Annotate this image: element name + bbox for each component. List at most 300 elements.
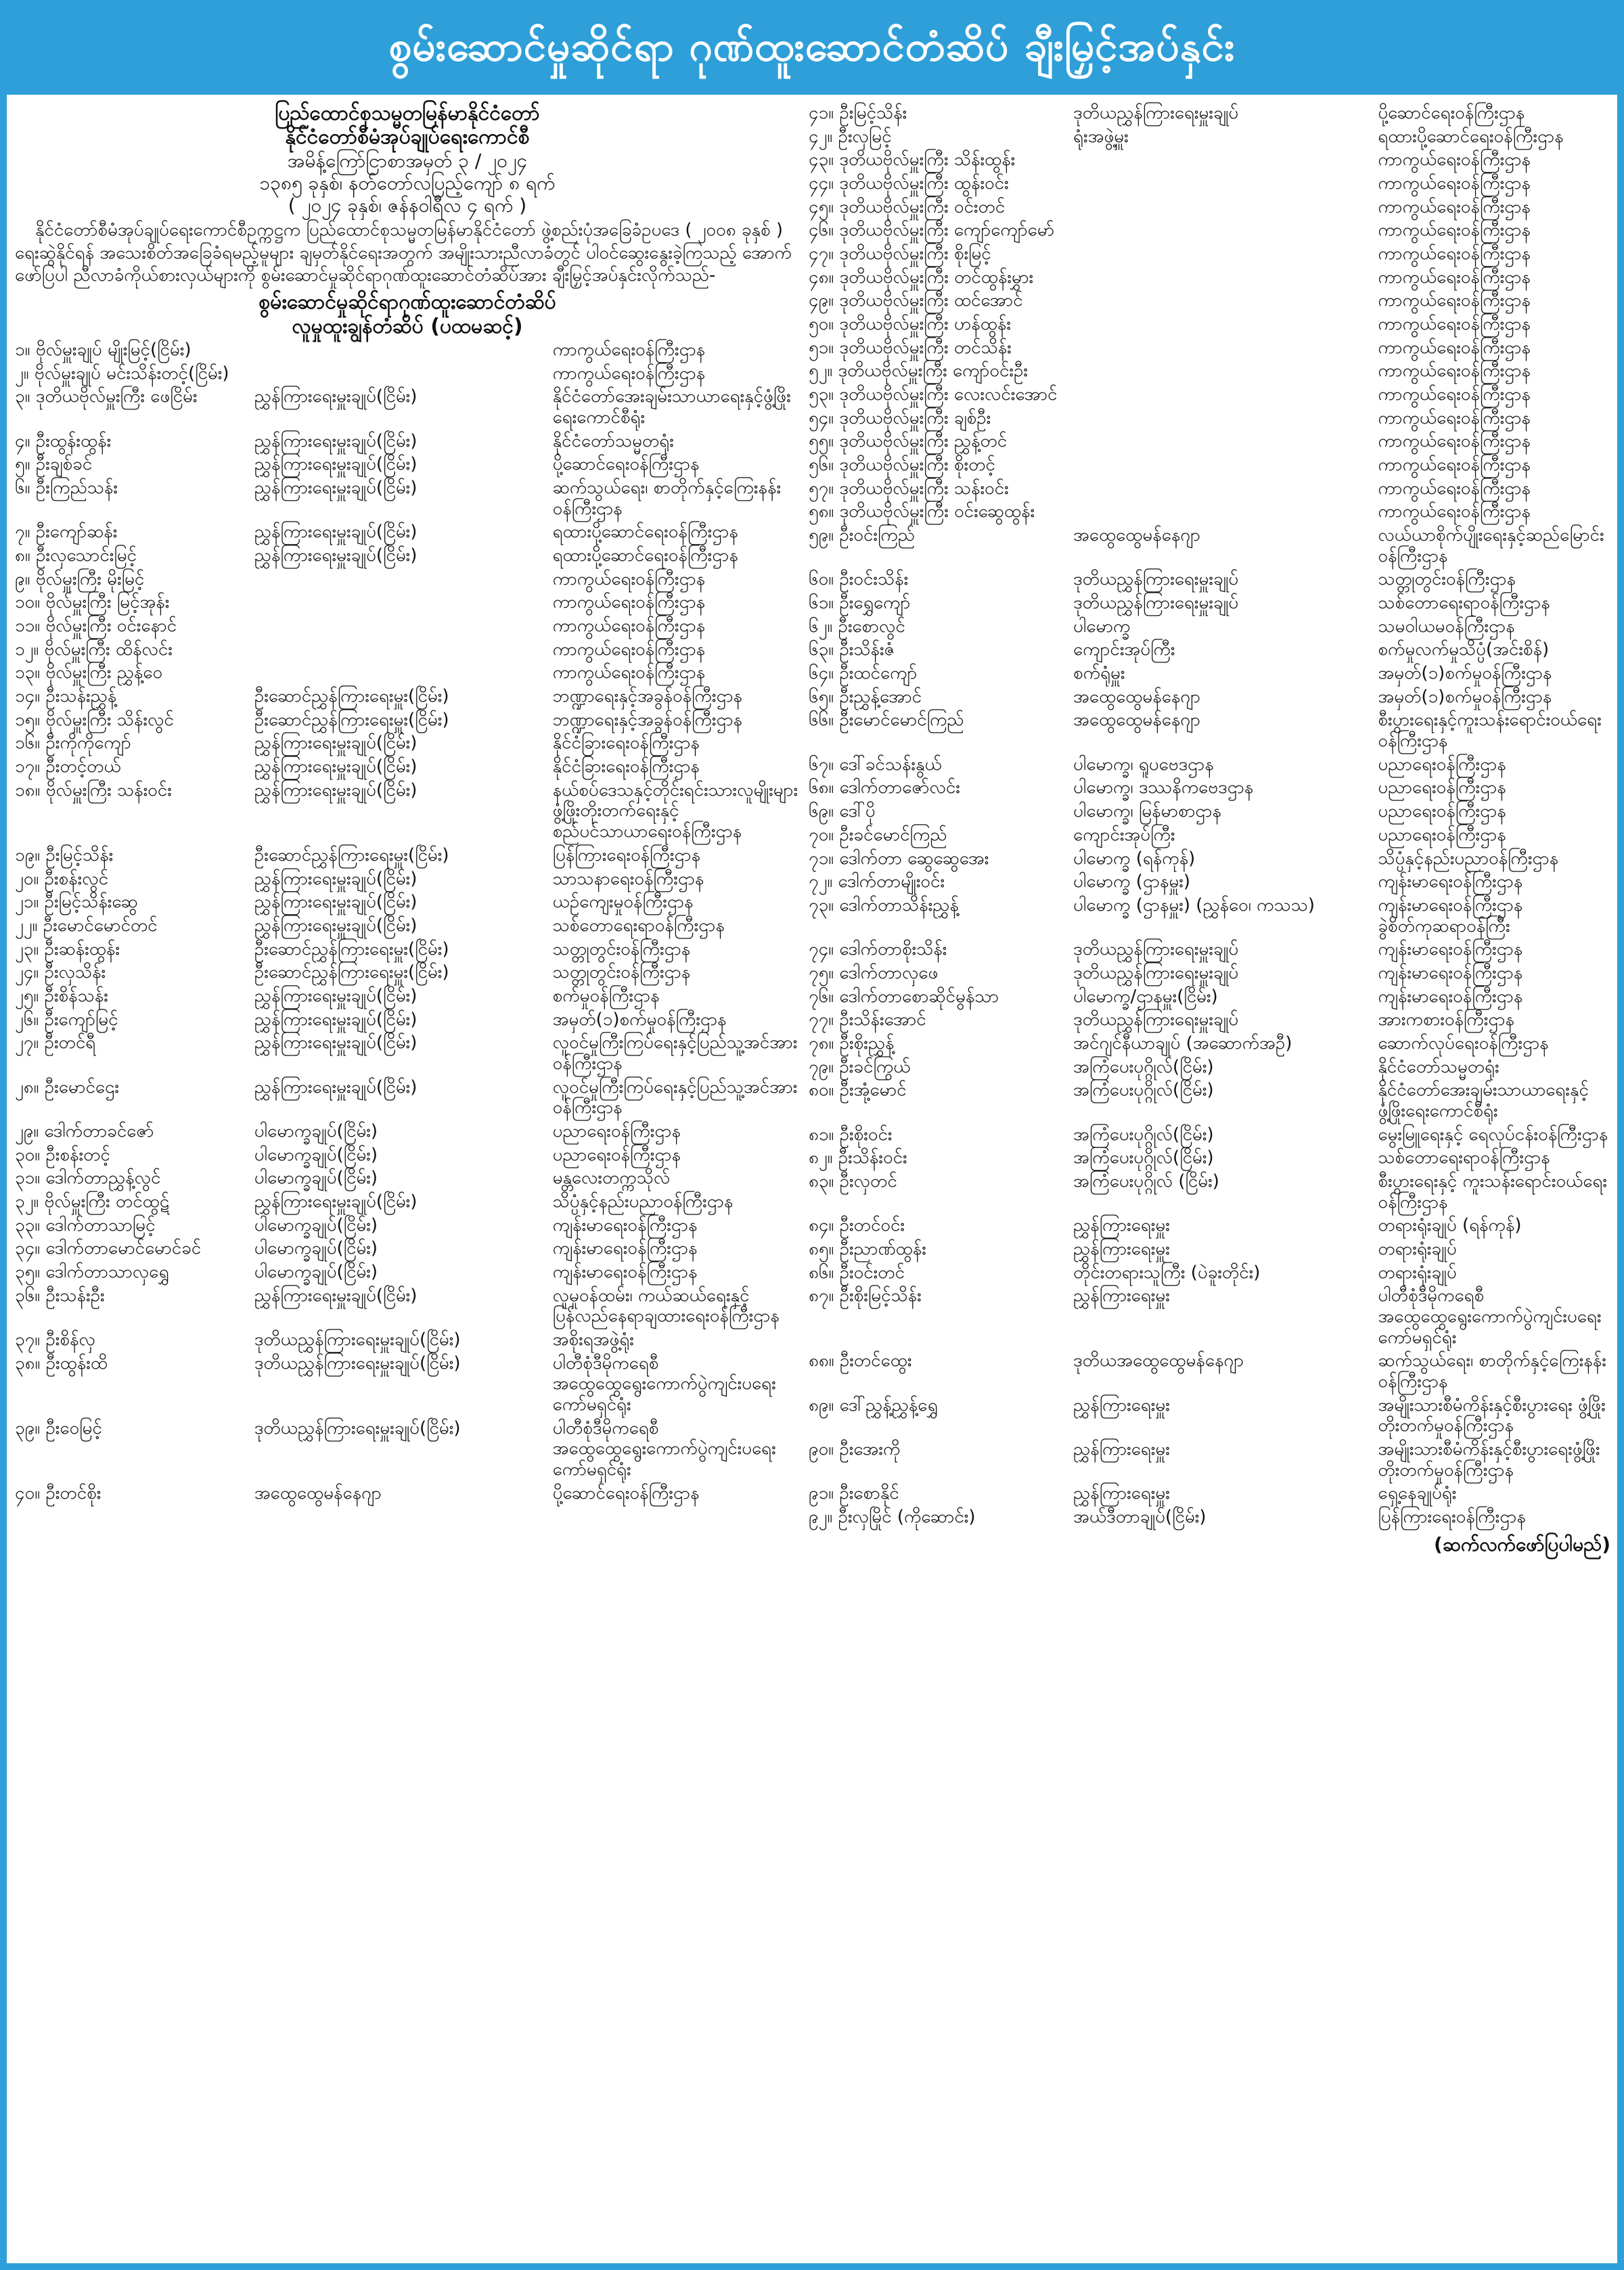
awardee-name: ၉။ ဗိုလ်မှူးကြီး မိုးမြင့် xyxy=(15,568,145,589)
awardee-position xyxy=(254,569,553,590)
awardee-name: ၅။ ဦးချစ်ခင် xyxy=(15,454,93,475)
awardee-row xyxy=(809,615,1610,639)
awardee-row xyxy=(809,823,1610,847)
awardee-name: ၂၉။ ဒေါက်တာခင်ဇော် xyxy=(15,1120,154,1141)
awardee-department: ကာကွယ်ရေးဝန်ကြီးဌာန xyxy=(1378,384,1531,405)
awardee-name: ၁၈။ ဗိုလ်မှူးကြီး သန်းဝင်း xyxy=(15,779,172,800)
awardee-row xyxy=(809,847,1610,871)
awardee-row xyxy=(809,289,1610,313)
awardee-name: ၂၀။ ဦးစန်းလွင် xyxy=(15,868,109,889)
awardee-row xyxy=(15,914,800,938)
awardee-department: အမှတ်(၁)စက်မှုဝန်ကြီးဌာန xyxy=(1378,663,1552,684)
awardee-department: ကျန်းမာရေးဝန်ကြီးဌာန xyxy=(1378,871,1523,892)
page-title: စွမ်းဆောင်မှုဆိုင်ရာ ဂုဏ်ထူးဆောင်တံဆိပ် ချီးမြှင့်အပ်နှင်း xyxy=(7,7,1617,95)
awardee-department: ကျန်းမာရေးဝန်ကြီးဌာန ခွဲစိတ်ကုဆရာဝန်ကြီး xyxy=(1378,894,1523,936)
awardee-position: ရုံးအဖွဲ့မှူး xyxy=(1073,126,1129,147)
awardee-list-left xyxy=(15,338,800,1505)
awardee-position xyxy=(1073,290,1378,311)
awardee-department: ဆောက်လုပ်ရေးဝန်ကြီးဌာန xyxy=(1378,1032,1549,1053)
awardee-position: ညွှန်ကြားရေးမှူး xyxy=(1073,1215,1170,1236)
award-subtitle: စွမ်းဆောင်မှုဆိုင်ရာဂုဏ်ထူးဆောင်တံဆိပ် xyxy=(258,290,556,315)
awardee-department: ကာကွယ်ရေးဝန်ကြီးဌာန xyxy=(1378,173,1531,194)
awardee-name: ၈၅။ ဦးညာဏ်ထွန်း xyxy=(809,1238,926,1259)
awardee-name: ၁၇။ ဦးတင့်တယ် xyxy=(15,756,121,777)
awardee-name: ၆၁။ ဦးရွှေကျော် xyxy=(809,593,911,614)
awardee-position xyxy=(1073,244,1378,265)
date-english: ( ၂၀၂၄ ခုနှစ်၊ ဇန်နဝါရီလ ၄ ရက် ) xyxy=(288,194,527,217)
awardee-name: ၄၂။ ဦးလှမြင့် xyxy=(809,126,892,147)
awardee-department: ကာကွယ်ရေးဝန်ကြီးဌာန xyxy=(552,363,706,384)
gov-name: ပြည်ထောင်စုသမ္မတမြန်မာနိုင်ငံတော် xyxy=(275,101,540,125)
awardee-row xyxy=(15,890,800,914)
awardee-name: ၅၃။ ဒုတိယဗိုလ်မှူးကြီး လေးလင်းအောင် xyxy=(809,384,1058,405)
awardee-name: ၂၈။ ဦးမောင်ဌေး xyxy=(15,1076,120,1097)
awardee-position xyxy=(1073,478,1378,499)
awardee-name: ၁၃။ ဗိုလ်မှူးကြီး ညွှန့်ဝေ xyxy=(15,662,163,683)
awardee-row xyxy=(15,1237,800,1261)
awardee-department: နိုင်ငံတော်အေးချမ်းသာယာရေးနှင့် ဖွံ့ဖြိုးရေးကောင်စီရုံး xyxy=(1378,1080,1589,1121)
awardee-position: ပါမောက္ခချုပ်(ငြိမ်း) xyxy=(254,1168,378,1189)
awardee-row xyxy=(809,870,1610,894)
awardee-department: ပညာရေးဝန်ကြီးဌာန xyxy=(1378,777,1506,798)
awardee-row xyxy=(809,1214,1610,1238)
awardee-row xyxy=(809,1123,1610,1147)
awardee-name: ၈၄။ ဦးတင်ဝင်း xyxy=(809,1215,905,1236)
awardee-row xyxy=(809,453,1610,477)
awardee-row xyxy=(15,638,800,662)
awardee-position: ဒုတိယညွှန်ကြားရေးမှူးချုပ် xyxy=(1073,962,1239,983)
awardee-position xyxy=(254,639,553,660)
awardee-department: စီးပွားရေးနှင့်ကူးသန်းရောင်းဝယ်ရေးဝန်ကြီးဌာန xyxy=(1378,710,1602,752)
awardee-row xyxy=(15,1143,800,1167)
awardee-department: ပါတီစုံဒီမိုကရေစီအထွေထွေရွေးကောက်ပွဲကျင်းပရေးကော်မရှင်ရုံး xyxy=(552,1353,776,1415)
awardee-position: ဦးဆောင်ညွှန်ကြားရေးမှူး(ငြိမ်း) xyxy=(254,844,449,865)
awardee-row xyxy=(809,1505,1610,1529)
awardee-name: ၇၇။ ဦးသိန်းအောင် xyxy=(809,1009,926,1030)
awardee-department: ယဉ်ကျေးမှုဝန်ကြီးဌာန xyxy=(552,892,694,913)
awardee-row xyxy=(15,708,800,732)
awardee-name: ၆။ ဦးကြည်သန်း xyxy=(15,478,118,499)
awardee-name: ၉၁။ ဦးစောနိုင် xyxy=(809,1483,899,1504)
awardee-name: ၅၉။ ဦးဝင်းကြည် xyxy=(809,525,915,546)
awardee-name: ၆၆။ ဦးမောင်မောင်ကြည် xyxy=(809,710,964,731)
awardee-row xyxy=(809,383,1610,407)
awardee-position: အင်ဂျင်နီယာချုပ် (အဆောက်အဦ) xyxy=(1073,1032,1292,1053)
awardee-position: ပါမောက္ခ၊ ဒဿနိကဗေဒဌာန xyxy=(1073,777,1254,798)
awardee-position: ဒုတိယညွှန်ကြားရေးမှူးချုပ် xyxy=(1073,569,1239,590)
awardee-name: ၄၈။ ဒုတိယဗိုလ်မှူးကြီး တင်ထွန်းမွှား xyxy=(809,267,1034,288)
awardee-department: ကျန်းမာရေးဝန်ကြီးဌာန xyxy=(552,1238,698,1259)
awardee-position: ဒုတိယညွှန်ကြားရေးမှူးချုပ် xyxy=(1073,1009,1239,1030)
awardee-department: ကာကွယ်ရေးဝန်ကြီးဌာန xyxy=(552,639,706,660)
awardee-name: ၁။ ဗိုလ်မှူးချုပ် မျိုးမြင့်(ငြိမ်း) xyxy=(15,340,191,361)
awardee-position xyxy=(254,592,553,613)
awardee-department: သတ္တုတွင်းဝန်ကြီးဌာန xyxy=(552,938,691,959)
awardee-department: ကျန်းမာရေးဝန်ကြီးဌာန xyxy=(1378,986,1523,1007)
awardee-row xyxy=(15,544,800,568)
awardee-name: ၂။ ဗိုလ်မှူးချုပ် မင်းသိန်းတင့်(ငြိမ်း) xyxy=(15,363,229,384)
awardee-department: အမျိုးသားစီမံကိန်းနှင့်စီးပွားရေးဖွံ့ဖြိုးတိုးတက်မှုဝန်ကြီးဌာန xyxy=(1378,1438,1600,1480)
awardee-name: ၃၂။ ဗိုလ်မှူးကြီး တင်ထွဋ် xyxy=(15,1191,170,1212)
awardee-position xyxy=(1073,408,1378,429)
awardee-department: တရားရုံးချုပ် xyxy=(1378,1238,1457,1259)
awardee-row xyxy=(15,685,800,708)
awardee-position xyxy=(1073,267,1378,288)
awardee-name: ၄၃။ ဒုတိယဗိုလ်မှူးကြီး သိန်းထွန်း xyxy=(809,150,1016,171)
awardee-department: ရထားပို့ဆောင်ရေးဝန်ကြီးဌာန xyxy=(552,522,738,543)
awardee-row xyxy=(809,242,1610,266)
awardee-row xyxy=(809,336,1610,360)
awardee-position: အကြံပေးပုဂ္ဂိုလ်(ငြိမ်း) xyxy=(1073,1080,1214,1101)
awardee-position: ပါမောက္ခ (ရန်ကုန်) xyxy=(1073,848,1196,869)
awardee-name: ၆၀။ ဦးဝင်းသိန်း xyxy=(809,569,909,590)
awardee-position: ညွှန်ကြားရေးမှူးချုပ်(ငြိမ်း) xyxy=(254,756,418,777)
awardee-department: နိုင်ငံခြားရေးဝန်ကြီးဌာန xyxy=(552,756,700,777)
awardee-name: ၅၈။ ဒုတိယဗိုလ်မှူးကြီး ဝင်းဆွေထွန်း xyxy=(809,501,1035,522)
awardee-department: ကာကွယ်ရေးဝန်ကြီးဌာန xyxy=(552,662,706,683)
awardee-row xyxy=(809,638,1610,662)
awardee-name: ၁၉။ ဦးမြင့်သိန်း xyxy=(15,844,114,865)
awardee-row xyxy=(809,500,1610,524)
awardee-position: ဒုတိယညွှန်ကြားရေးမှူးချုပ်(ငြိမ်း) xyxy=(254,1353,461,1374)
awardee-department: အမှတ်(၁)စက်မှုဝန်ကြီးဌာန xyxy=(552,1009,727,1030)
awardee-position: အထွေထွေမန်နေဂျာ xyxy=(1073,710,1200,731)
awardee-row xyxy=(809,125,1610,149)
awardee-department: ဘဏ္ဍာရေးနှင့်အခွန်ဝန်ကြီးဌာန xyxy=(552,709,743,730)
awardee-name: ၂၃။ ဦးဆန်းထွန်း xyxy=(15,938,120,959)
awardee-position: ညွှန်ကြားရေးမှူးချုပ်(ငြိမ်း) xyxy=(254,892,418,913)
awardee-name: ၈၃။ ဦးလှတင် xyxy=(809,1171,897,1191)
awardee-row xyxy=(809,1394,1610,1438)
awardee-department: လူမှုဝန်ထမ်း၊ ကယ်ဆယ်ရေးနှင့် ပြန်လည်နေရာချထားရေးဝန်ကြီးဌာန xyxy=(552,1285,780,1327)
awardee-name: ၂၁။ ဦးမြင့်သိန်းဆွေ xyxy=(15,892,138,913)
header-block xyxy=(15,101,800,217)
awardee-department: ကာကွယ်ရေးဝန်ကြီးဌာန xyxy=(1378,361,1531,382)
awardee-name: ၇၁။ ဒေါက်တာ ဆွေဆွေအေး xyxy=(809,848,989,869)
awardee-department: ကာကွယ်ရေးဝန်ကြီးဌာန xyxy=(1378,407,1531,428)
awardee-department: ပို့ဆောင်ရေးဝန်ကြီးဌာန xyxy=(552,454,700,475)
awardee-position: ကျောင်းအုပ်ကြီး xyxy=(1073,824,1175,845)
awardee-position xyxy=(1073,314,1378,335)
awardee-name: ၆၉။ ဒေါ်ပို xyxy=(809,801,876,822)
awardee-row xyxy=(809,662,1610,685)
awardee-department: တရားရုံးချုပ် xyxy=(1378,1262,1457,1283)
awardee-row xyxy=(15,1482,800,1505)
awardee-department: ဆက်သွယ်ရေး၊ စာတိုက်နှင့်ကြေးနန်းဝန်ကြီးဌာန xyxy=(552,478,782,519)
awardee-row xyxy=(809,430,1610,453)
awardee-name: ၁၂။ ဗိုလ်မှူးကြီး ထိန်လင်း xyxy=(15,639,173,660)
awardee-department: စက်မှုလက်မှုသိပ္ပံ(အင်းစိန်) xyxy=(1378,639,1550,660)
awardee-department: စက်မှုဝန်ကြီးဌာန xyxy=(552,985,660,1006)
awardee-department: ကျန်းမာရေးဝန်ကြီးဌာန xyxy=(552,1261,698,1282)
awardee-name: ၅၆။ ဒုတိယဗိုလ်မှူးကြီး စိုးတင့် xyxy=(809,455,995,476)
awardee-department: ကာကွယ်ရေးဝန်ကြီးဌာန xyxy=(1378,501,1531,522)
order-number: အမိန့်ကြော်ငြာစာအမှတ် ၃ / ၂၀၂၄ xyxy=(287,149,528,172)
awardee-department: ကာကွယ်ရေးဝန်ကြီးဌာန xyxy=(1378,478,1531,499)
awardee-department: ကျန်းမာရေးဝန်ကြီးဌာန xyxy=(1378,939,1523,960)
awardee-department: ကာကွယ်ရေးဝန်ကြီးဌာန xyxy=(1378,244,1531,265)
awardee-list-right xyxy=(809,101,1610,1529)
awardee-department: အစိုးရအဖွဲ့ရုံး xyxy=(552,1329,634,1350)
awardee-position: ညွှန်ကြားရေးမှူးချုပ်(ငြိမ်း) xyxy=(254,733,418,754)
awardee-name: ၃၇။ ဦးစိန်လှ xyxy=(15,1329,95,1350)
awardee-position: ဒုတိယညွှန်ကြားရေးမှူးချုပ် xyxy=(1073,939,1239,960)
awardee-department: ပညာရေးဝန်ကြီးဌာန xyxy=(1378,824,1506,845)
awardee-row xyxy=(809,477,1610,501)
awardee-department: နိုင်ငံတော်သမ္မတရုံး xyxy=(1378,1056,1499,1077)
awardee-department: နိုင်ငံတော်သမ္မတရုံး xyxy=(552,430,674,451)
awardee-position: ပါမောက္ခချုပ်(ငြိမ်း) xyxy=(254,1238,378,1259)
awardee-position: ညွှန်ကြားရေးမှူး xyxy=(1073,1394,1170,1415)
awardee-department: ကာကွယ်ရေးဝန်ကြီးဌာန xyxy=(1378,337,1531,358)
awardee-row xyxy=(15,867,800,891)
awardee-department: သစ်တောရေးရာဝန်ကြီးဌာန xyxy=(1378,1148,1550,1168)
awardee-name: ၆၂။ ဦးစောလွင် xyxy=(809,616,905,637)
awardee-row xyxy=(15,453,800,476)
awardee-department: လူဝင်မှုကြီးကြပ်ရေးနှင့်ပြည်သူ့အင်အားဝန်ကြီးဌာန xyxy=(552,1076,798,1118)
awardee-name: ၁၅။ ဗိုလ်မှူးကြီး သိန်းလွင် xyxy=(15,709,174,730)
awardee-name: ၅၂။ ဒုတိယဗိုလ်မှူးကြီး ကျော်ဝင်းဦး xyxy=(809,361,1029,382)
awardee-row xyxy=(15,1284,800,1328)
awardee-position xyxy=(1073,338,1378,359)
awardee-row xyxy=(809,1055,1610,1079)
awardee-department: နိုင်ငံခြားရေးဝန်ကြီးဌာန xyxy=(552,733,700,754)
awardee-position: အထွေထွေမန်နေဂျာ xyxy=(1073,686,1200,707)
awardee-row xyxy=(15,961,800,984)
awardee-position: ညွှန်ကြားရေးမှူးချုပ်(ငြိမ်း) xyxy=(254,985,418,1006)
awardee-position: စက်ရုံမှူး xyxy=(1073,663,1125,684)
awardee-position: ပါမောက္ခချုပ်(ငြိမ်း) xyxy=(254,1261,378,1282)
awardee-name: ၈။ ဦးလှသောင်းမြင့် xyxy=(15,545,137,566)
awardee-name: ၇၉။ ဦးခင်ကြွယ် xyxy=(809,1056,911,1077)
awardee-position xyxy=(1073,361,1378,382)
council-name: နိုင်ငံတော်စီမံအုပ်ချုပ်ရေးကောင်စီ xyxy=(285,125,530,150)
awardee-name: ၄၁။ ဦးမြင့်သိန်း xyxy=(809,103,907,123)
awardee-row xyxy=(809,591,1610,615)
awardee-name: ၇၀။ ဦးခင်မောင်ကြည် xyxy=(809,824,947,845)
awardee-row xyxy=(15,1076,800,1120)
awardee-position: ဒုတိယညွှန်ကြားရေးမှူးချုပ် xyxy=(1073,103,1239,123)
awardee-position: ညွှန်ကြားရေးမှူး xyxy=(1073,1438,1170,1459)
awardee-position xyxy=(254,662,553,683)
awardee-position: အကြံပေးပုဂ္ဂိုလ်(ငြိမ်း) xyxy=(1073,1124,1214,1145)
awardee-name: ၈၇။ ဦးစိုးမြင့်သိန်း xyxy=(809,1286,922,1307)
awardee-position xyxy=(1073,455,1378,476)
awardee-name: ၈၂။ ဦးသိန်းဝင်း xyxy=(809,1148,907,1168)
awardee-department: နယ်စပ်ဒေသနှင့်တိုင်းရင်းသားလူမျိုးများ ဖွံ့ဖြိုးတိုးတက်ရေးနှင့် စည်ပင်သာယာရေးဝန်ကြီးဌာန xyxy=(552,779,798,842)
date-myanmar: ၁၃၈၅ ခုနှစ်၊ နတ်တော်လပြည့်ကျော် ၈ ရက် xyxy=(259,171,556,194)
awardee-name: ၉၂။ ဦးလှမြိုင် (ကိုဆောင်း) xyxy=(809,1506,976,1527)
awardee-department: ကာကွယ်ရေးဝန်ကြီးဌာန xyxy=(1378,314,1531,335)
awardee-department: ပညာရေးဝန်ကြီးဌာန xyxy=(1378,754,1506,775)
awardee-row xyxy=(15,1008,800,1032)
awardee-name: ၆၈။ ဒေါက်တာဇော်လင်း xyxy=(809,777,960,798)
awardee-row xyxy=(15,1261,800,1284)
awardee-department: ပါတီစုံဒီမိုကရေစီ အထွေထွေရွေးကောက်ပွဲကျင်းပရေးကော်မရှင်ရုံး xyxy=(1378,1286,1602,1348)
awardee-position xyxy=(1073,501,1378,522)
awardee-position: ဒုတိယညွှန်ကြားရေးမှူးချုပ် xyxy=(1073,593,1239,614)
awardee-position: ညွှန်ကြားရေးမှူးချုပ်(ငြိမ်း) xyxy=(254,1032,418,1053)
awardee-row xyxy=(809,985,1610,1009)
awardee-position: ပါမောက္ခချုပ်(ငြိမ်း) xyxy=(254,1144,378,1165)
awardee-position: ဒုတိယညွှန်ကြားရေးမှူးချုပ်(ငြိမ်း) xyxy=(254,1329,461,1350)
awardee-name: ၈၉။ ဒေါ်ညွှန့်ညွှန့်ရွှေ xyxy=(809,1394,938,1415)
awardee-position: ပါမောက္ခ၊ ရူပဗေဒဌာန xyxy=(1073,754,1214,775)
awardee-position: ပါမောက္ခ/ဌာနမှူး(ငြိမ်း) xyxy=(1073,986,1218,1007)
awardee-name: ၃၃။ ဒေါက်တာသာမြင့် xyxy=(15,1215,156,1235)
awardee-position xyxy=(254,616,553,637)
awardee-row xyxy=(809,101,1610,125)
awardee-row xyxy=(809,753,1610,777)
awardee-name: ၆၄။ ဦးထင်ကျော် xyxy=(809,663,918,684)
awardee-department: လူဝင်မှုကြီးကြပ်ရေးနှင့်ပြည်သူ့အင်အားဝန်ကြီးဌာန xyxy=(552,1032,798,1074)
awardee-department: သစ်တောရေးရာဝန်ကြီးဌာန xyxy=(1378,593,1550,614)
awardee-position: အကြံပေးပုဂ္ဂိုလ် (ငြိမ်း) xyxy=(1073,1171,1219,1191)
right-column xyxy=(809,101,1610,1556)
awardee-row xyxy=(809,219,1610,242)
awardee-name: ၃၈။ ဦးထွန်းထိ xyxy=(15,1353,108,1374)
awardee-department: ကျန်းမာရေးဝန်ကြီးဌာန xyxy=(1378,962,1523,983)
awardee-row xyxy=(15,1417,800,1482)
awardee-position: ပါမောက္ခ၊ မြန်မာစာဌာန xyxy=(1073,801,1221,822)
awardee-name: ၉၀။ ဦးအေးကို xyxy=(809,1438,901,1459)
awardee-department: အမှတ်(၁)စက်မှုဝန်ကြီးဌာန xyxy=(1378,686,1552,707)
awardee-position: ညွှန်ကြားရေးမှူးချုပ်(ငြိမ်း) xyxy=(254,1191,418,1212)
awardee-department: သမဝါယမဝန်ကြီးဌာန xyxy=(1378,616,1515,637)
awardee-row xyxy=(15,938,800,961)
awardee-row xyxy=(15,844,800,867)
awardee-name: ၂၆။ ဦးကျော်မြင့် xyxy=(15,1009,118,1030)
awardee-department: သာသနာရေးဝန်ကြီးဌာန xyxy=(552,868,704,889)
awardee-department: ပြန်ကြားရေးဝန်ကြီးဌာန xyxy=(1378,1506,1526,1527)
awardee-row xyxy=(809,1008,1610,1032)
awardee-name: ၆၃။ ဦးသိန်းဇံ xyxy=(809,639,895,660)
awardee-position xyxy=(1073,197,1378,218)
awardee-position: ပါမောက္ခ xyxy=(1073,616,1131,637)
awardee-row xyxy=(15,1120,800,1143)
left-column xyxy=(15,101,800,1505)
awardee-department: ကာကွယ်ရေးဝန်ကြီးဌာန xyxy=(552,592,706,613)
awardee-position xyxy=(1073,150,1378,171)
awardee-row xyxy=(15,731,800,755)
awardee-row xyxy=(15,1328,800,1352)
awardee-department: ကာကွယ်ရေးဝန်ကြီးဌာန xyxy=(1378,455,1531,476)
awardee-department: စီးပွားရေးနှင့် ကူးသန်းရောင်းဝယ်ရေးဝန်ကြီးဌာန xyxy=(1378,1171,1607,1212)
awardee-position xyxy=(1073,431,1378,452)
awardee-department: လယ်ယာစိုက်ပျိုးရေးနှင့်ဆည်မြောင်းဝန်ကြီးဌာန xyxy=(1378,525,1604,566)
awardee-position xyxy=(1073,173,1378,194)
awardee-department: ကာကွယ်ရေးဝန်ကြီးဌာန xyxy=(1378,431,1531,452)
awardee-position: ညွှန်ကြားရေးမှူးချုပ်(ငြိမ်း) xyxy=(254,454,418,475)
intro-paragraph: နိုင်ငံတော်စီမံအုပ်ချုပ်ရေးကောင်စီဥက္ကဋ္ဌက ပြည်ထောင်စုသမ္မတမြန်မာနိုင်ငံတော် ဖွဲ့စည်းပုံအခြေခံဥပဒေ ( ၂၀၀၈ ခုနှစ် ) ရေးဆွဲနိုင်ရန် အသေးစိတ်အခြေခံရမည့်မူများ ချမှတ်နိုင်ရေးအတွက် အမျိုးသားညီလာခံတွင် ပါဝင်ဆွေးနွေးခဲ့ကြသည့် အောက်ဖော်ပြပါ ညီလာခံကိုယ်စားလှယ်များကို စွမ်းဆောင်မှုဆိုင်ရာဂုဏ်ထူးဆောင်တံဆိပ်အား ချီးမြှင့်အပ်နှင်းလိုက်သည်- xyxy=(15,219,792,286)
awardee-position: ညွှန်ကြားရေးမှူးချုပ်(ငြိမ်း) xyxy=(254,386,418,407)
awardee-row xyxy=(15,984,800,1008)
awardee-department: ကာကွယ်ရေးဝန်ကြီးဌာန xyxy=(552,340,706,361)
awardee-row xyxy=(809,1079,1610,1122)
awardee-row xyxy=(809,148,1610,172)
awardee-row xyxy=(809,938,1610,961)
awardee-position: ဒုတိယညွှန်ကြားရေးမှူးချုပ်(ငြိမ်း) xyxy=(254,1417,461,1438)
awardee-position: အထွေထွေမန်နေဂျာ xyxy=(254,1482,382,1503)
awardee-department: ရထားပို့ဆောင်ရေးဝန်ကြီးဌာန xyxy=(552,545,738,566)
awardee-department: သတ္တုတွင်းဝန်ကြီးဌာန xyxy=(1378,569,1516,590)
awardee-department: မွေးမြူရေးနှင့် ရေလုပ်ငန်းဝန်ကြီးဌာန xyxy=(1378,1124,1608,1145)
awardee-name: ၈၆။ ဦးဝင်းတင် xyxy=(809,1262,905,1283)
awardee-row xyxy=(809,196,1610,219)
awardee-name: ၁၁။ ဗိုလ်မှူးကြီး ဝင်းနောင် xyxy=(15,616,177,637)
awardee-name: ၇၂။ ဒေါက်တာမျိုးဝင်း xyxy=(809,871,945,892)
awardee-name: ၄၀။ ဦးတင်စိုး xyxy=(15,1482,102,1503)
awardee-row xyxy=(809,1438,1610,1482)
awardee-row xyxy=(15,385,800,429)
awardee-name: ၆၅။ ဦးညွှန့်အောင် xyxy=(809,686,922,707)
awardee-row xyxy=(809,1146,1610,1170)
awardee-row xyxy=(809,800,1610,823)
awardee-name: ၄၅။ ဒုတိယဗိုလ်မှူးကြီး ဝင်းတင် xyxy=(809,196,1006,217)
awardee-department: ပညာရေးဝန်ကြီးဌာန xyxy=(552,1144,681,1165)
awardee-position: ဦးဆောင်ညွှန်ကြားရေးမှူး(ငြိမ်း) xyxy=(254,709,449,730)
awardee-row xyxy=(809,359,1610,383)
awardee-department: အားကစားဝန်ကြီးဌာန xyxy=(1378,1009,1514,1030)
awardee-name: ၇၄။ ဒေါက်တာစိုးသိန်း xyxy=(809,939,947,960)
awardee-position xyxy=(1073,220,1378,241)
awardee-department: ပို့ဆောင်ရေးဝန်ကြီးဌာန xyxy=(552,1482,700,1503)
awardee-position: ပါမောက္ခချုပ်(ငြိမ်း) xyxy=(254,1120,378,1141)
awardee-name: ၁၆။ ဦးကိုကိုကျော် xyxy=(15,733,131,754)
awardee-position: ဦးဆောင်ညွှန်ကြားရေးမှူး(ငြိမ်း) xyxy=(254,962,449,983)
awardee-position: ညွှန်ကြားရေးမှူးချုပ်(ငြိမ်း) xyxy=(254,545,418,566)
awardee-position: ညွှန်ကြားရေးမှူးချုပ်(ငြိမ်း) xyxy=(254,779,418,800)
awardee-department: အမျိုးသားစီမံကိန်းနှင့်စီးပွားရေး ဖွံ့ဖြိုးတိုးတက်မှုဝန်ကြီးဌာန xyxy=(1378,1394,1606,1436)
awardee-department: နိုင်ငံတော်အေးချမ်းသာယာရေးနှင့်ဖွံ့ဖြိုးရေးကောင်စီရုံး xyxy=(552,386,791,428)
awardee-row xyxy=(15,476,800,520)
awardee-name: ၇၆။ ဒေါက်တာစောဆိုင်မွန်သာ xyxy=(809,986,999,1007)
awardee-row xyxy=(809,708,1610,752)
awardee-name: ၂၅။ ဦးစိန်သန်း xyxy=(15,985,108,1006)
awardee-name: ၃၁။ ဒေါက်တာညွှန့်လွင် xyxy=(15,1168,161,1189)
awardee-row xyxy=(809,1170,1610,1214)
awardee-name: ၂၇။ ဦးတင်ရီ xyxy=(15,1032,96,1053)
awardee-name: ၇၅။ ဒေါက်တာလှဖေ xyxy=(809,962,939,983)
awardee-department: ပညာရေးဝန်ကြီးဌာန xyxy=(552,1120,681,1141)
awardee-position: ညွှန်ကြားရေးမှူးချုပ်(ငြိမ်း) xyxy=(254,430,418,451)
awardee-row xyxy=(15,520,800,544)
awardee-department: ကာကွယ်ရေးဝန်ကြီးဌာန xyxy=(1378,290,1531,311)
awardee-department: ကျန်းမာရေးဝန်ကြီးဌာန xyxy=(552,1215,698,1235)
awardee-name: ၁၄။ ဦးသန်းညွှန့် xyxy=(15,686,117,707)
awardee-position: ညွှန်ကြားရေးမှူးချုပ်(ငြိမ်း) xyxy=(254,522,418,543)
awardee-row xyxy=(15,591,800,614)
awardee-name: ၅၀။ ဒုတိယဗိုလ်မှူးကြီး ဟန်ထွန်း xyxy=(809,314,1011,335)
awardee-department: ဘဏ္ဍာရေးနှင့်အခွန်ဝန်ကြီးဌာန xyxy=(552,686,743,707)
awardee-position: ဦးဆောင်ညွှန်ကြားရေးမှူး(ငြိမ်း) xyxy=(254,686,449,707)
awardee-name: ၄၄။ ဒုတိယဗိုလ်မှူးကြီး ထွန်းဝင်း xyxy=(809,173,1009,194)
continued-note: (ဆက်လက်ဖော်ပြပါမည်) xyxy=(1434,1533,1610,1556)
awardee-name: ၃၉။ ဦးဝေမြင့် xyxy=(15,1417,102,1438)
awardee-row xyxy=(15,1166,800,1190)
awardee-department: ရှေ့နေချုပ်ရုံး xyxy=(1378,1483,1457,1504)
awardee-row xyxy=(809,961,1610,985)
awardee-row xyxy=(809,1261,1610,1285)
awardee-row xyxy=(15,1352,800,1417)
awardee-department: ဆက်သွယ်ရေး၊ စာတိုက်နှင့်ကြေးနန်းဝန်ကြီးဌာန xyxy=(1378,1350,1606,1392)
awardee-row xyxy=(15,779,800,844)
awardee-name: ၇။ ဦးကျော်ဆန်း xyxy=(15,522,118,543)
awardee-position xyxy=(254,363,553,384)
awardee-row xyxy=(809,266,1610,290)
awardee-name: ၅၅။ ဒုတိယဗိုလ်မှူးကြီး ညွှန့်တင် xyxy=(809,431,1008,452)
awardee-name: ၇၈။ ဦးစိုးညွှန့် xyxy=(809,1032,895,1053)
